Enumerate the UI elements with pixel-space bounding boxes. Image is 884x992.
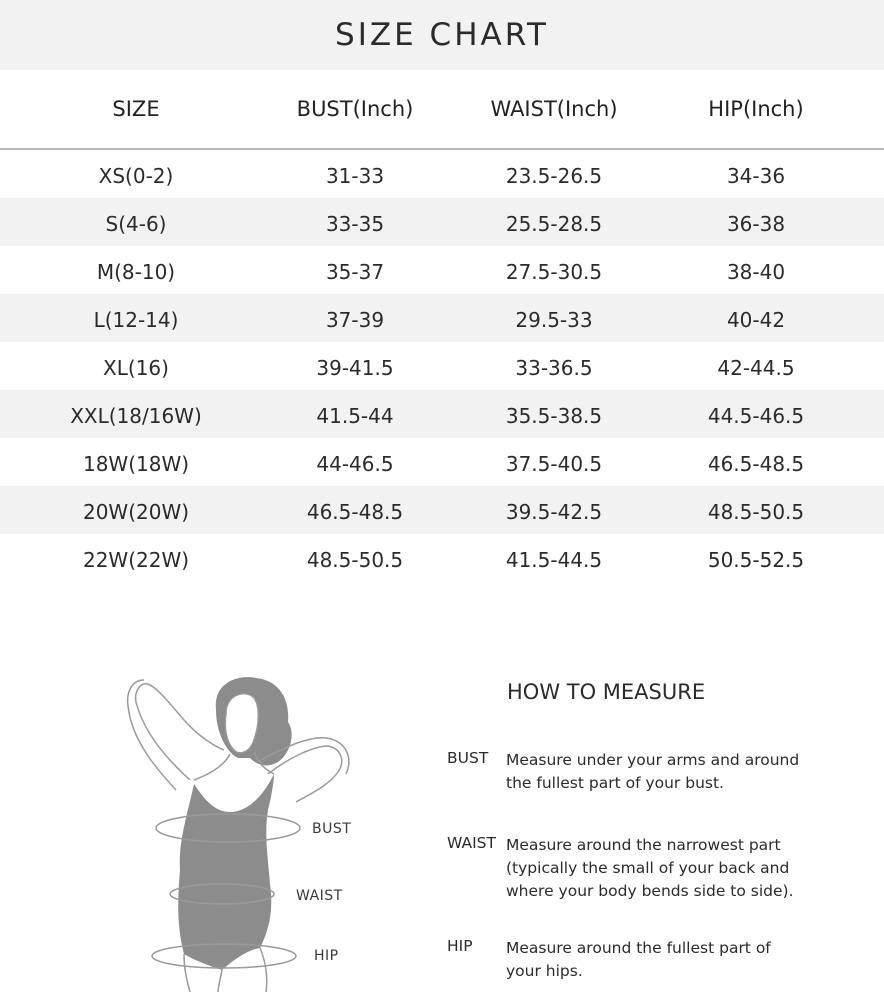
table-row [0,342,884,390]
left-arm-outline [136,684,224,780]
hip-cell: 36-38 [726,212,786,236]
table-row [0,198,884,246]
bust-cell: 35-37 [325,260,385,284]
waist-cell: 41.5-44.5 [505,548,603,572]
size-cell: 22W(22W) [82,548,190,572]
hip-cell: 42-44.5 [717,356,795,380]
measure-term-bust: BUST [447,749,489,767]
measure-desc-waist: Measure around the narrowest part (typically the small of your back and where your body bends side to side). [506,836,794,900]
bust-cell: 33-35 [325,212,385,236]
bust-cell: 31-33 [325,164,385,188]
waist-cell: 25.5-28.5 [505,212,603,236]
header-size: SIZE [112,97,160,121]
table-row [0,486,884,534]
bust-cell: 44-46.5 [316,452,394,476]
figure-label-waist: WAIST [296,888,343,904]
size-cell: XL(16) [103,356,169,380]
size-cell: S(4-6) [105,212,167,236]
size-cell: 18W(18W) [82,452,190,476]
header-waist: WAIST(Inch) [490,97,618,121]
table-row [0,438,884,486]
hip-cell: 50.5-52.5 [707,548,805,572]
page-title: SIZE CHART [335,17,549,53]
waist-cell: 23.5-26.5 [505,164,603,188]
table-row [0,294,884,342]
size-cell: L(12-14) [93,308,179,332]
bodysuit-shape [178,774,274,970]
header-bust: BUST(Inch) [296,97,414,121]
hip-cell: 46.5-48.5 [707,452,805,476]
measure-desc-bust: Measure under your arms and around the fullest part of your bust. [506,751,800,792]
header-hip: HIP(Inch) [708,97,804,121]
waist-cell: 27.5-30.5 [505,260,603,284]
table-row [0,150,884,198]
table-row [0,246,884,294]
how-to-measure-title: HOW TO MEASURE [507,680,706,704]
size-cell: XS(0-2) [98,164,174,188]
figure-label-hip: HIP [314,948,339,964]
size-cell: XXL(18/16W) [70,404,202,428]
measure-term-hip: HIP [447,937,473,955]
size-table [0,70,884,582]
hip-cell: 34-36 [726,164,786,188]
bust-cell: 39-41.5 [316,356,394,380]
bust-cell: 48.5-50.5 [306,548,404,572]
title-band [0,0,884,70]
table-row [0,534,884,582]
waist-cell: 33-36.5 [515,356,593,380]
size-cell: M(8-10) [96,260,176,284]
bust-cell: 46.5-48.5 [306,500,404,524]
table-row [0,390,884,438]
hip-cell: 38-40 [726,260,786,284]
waist-cell: 35.5-38.5 [505,404,603,428]
bust-cell: 37-39 [325,308,385,332]
waist-cell: 29.5-33 [515,308,593,332]
size-cell: 20W(20W) [82,500,190,524]
waist-cell: 37.5-40.5 [505,452,603,476]
measure-desc-hip: Measure around the fullest part of your hips. [506,939,771,980]
table-header-row [0,70,884,150]
figure-label-bust: BUST [312,821,352,837]
bust-cell: 41.5-44 [316,404,394,428]
hip-cell: 48.5-50.5 [707,500,805,524]
measure-term-waist: WAIST [447,834,496,852]
hip-cell: 44.5-46.5 [707,404,805,428]
waist-cell: 39.5-42.5 [505,500,603,524]
hip-cell: 40-42 [726,308,786,332]
